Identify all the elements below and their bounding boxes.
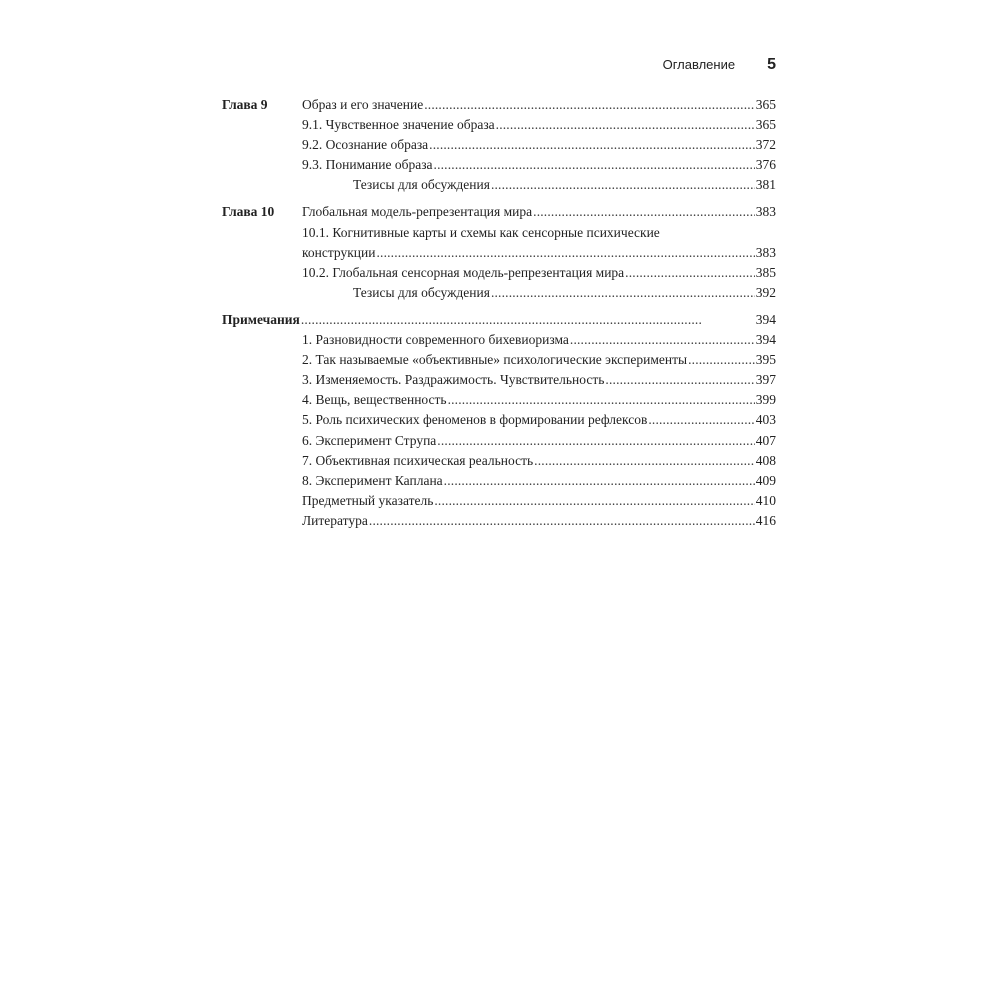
entry-page: 385 (755, 264, 776, 280)
toc-entry[interactable] (302, 95, 776, 115)
dot-leader (434, 155, 755, 175)
entry-page: 376 (755, 157, 776, 173)
dot-leader (605, 370, 754, 390)
entry-title: Литература (302, 512, 368, 528)
dot-leader (369, 511, 755, 531)
toc-chapter-10 (222, 202, 776, 302)
dot-leader (434, 491, 754, 511)
entry-page: 399 (755, 392, 776, 408)
table-of-contents (222, 95, 776, 538)
chapter-label: Глава 9 (222, 97, 268, 112)
entry-title: 10.2. Глобальная сенсорная модель-репрезентация мира (302, 264, 625, 280)
toc-entry[interactable] (302, 431, 776, 451)
dot-leader (437, 431, 754, 451)
dot-leader (491, 283, 755, 303)
entry-title: 9.3. Понимание образа (302, 157, 433, 173)
entry-page: 409 (755, 472, 776, 488)
entry-page: 410 (755, 492, 776, 508)
toc-entry[interactable] (302, 243, 776, 263)
dot-leader (491, 175, 755, 195)
entry-title: 9.2. Осознание образа (302, 137, 429, 153)
entry-page: 383 (755, 204, 776, 220)
toc-entry[interactable] (222, 310, 776, 330)
entry-title: 6. Эксперимент Струпа (302, 432, 437, 448)
entry-page: 416 (755, 512, 776, 528)
entry-title: 5. Роль психических феноменов в формировании рефлексов (302, 412, 648, 428)
entry-title: Предметный указатель (302, 492, 434, 508)
dot-leader (648, 410, 754, 430)
toc-entry[interactable] (302, 350, 776, 370)
toc-entry[interactable] (302, 155, 776, 175)
dot-leader (301, 310, 755, 330)
entry-page: 365 (755, 117, 776, 133)
toc-entry[interactable] (302, 370, 776, 390)
toc-entry[interactable] (302, 202, 776, 222)
toc-entry[interactable] (302, 491, 776, 511)
entry-page: 394 (755, 311, 776, 327)
page-number: 5 (767, 56, 776, 73)
dot-leader (448, 390, 755, 410)
entry-title: 1. Разновидности современного бихевиоризма (302, 332, 569, 348)
entry-page: 392 (755, 284, 776, 300)
entry-page: 383 (755, 244, 776, 260)
dot-leader (533, 202, 755, 222)
toc-entry[interactable] (353, 283, 776, 303)
dot-leader (429, 135, 755, 155)
entry-page: 365 (755, 97, 776, 112)
toc-entry[interactable] (302, 330, 776, 350)
entry-title: 2. Так называемые «объективные» психологические эксперименты (302, 352, 688, 368)
entry-title: Глобальная модель-репрезентация мира (302, 204, 533, 220)
entry-page: 397 (755, 372, 776, 388)
entry-page: 395 (755, 352, 776, 368)
entry-title: Тезисы для обсуждения (353, 284, 490, 300)
toc-chapter-9 (222, 95, 776, 195)
chapter-label: Глава 10 (222, 204, 275, 220)
notes-label: Примечания (222, 311, 300, 327)
entry-title: 4. Вещь, вещественность (302, 392, 447, 408)
dot-leader (570, 330, 755, 350)
entry-page: 403 (755, 412, 776, 428)
toc-entry[interactable] (302, 390, 776, 410)
entry-page: 408 (755, 452, 776, 468)
entry-page: 407 (755, 432, 776, 448)
toc-entry[interactable] (302, 511, 776, 531)
toc-entry[interactable] (302, 451, 776, 471)
running-header-title: Оглавление (662, 57, 736, 72)
toc-entry[interactable] (302, 135, 776, 155)
toc-entry[interactable] (353, 175, 776, 195)
running-header (663, 56, 776, 74)
entry-title: 7. Объективная психическая реальность (302, 452, 534, 468)
entry-title: Образ и его значение (302, 97, 424, 112)
toc-entry[interactable] (302, 410, 776, 430)
dot-leader (625, 263, 755, 283)
entry-title: 3. Изменяемость. Раздражимость. Чувствительность (302, 372, 605, 388)
toc-entry[interactable] (302, 263, 776, 283)
dot-leader (444, 471, 755, 491)
entry-title: 10.1. Когнитивные карты и схемы как сенсорные психические (302, 224, 660, 240)
toc-entry[interactable] (302, 115, 776, 135)
dot-leader (688, 350, 755, 370)
entry-title: 9.1. Чувственное значение образа (302, 117, 495, 133)
toc-entry-first-line[interactable] (302, 223, 776, 243)
entry-page: 372 (755, 137, 776, 153)
entry-title-continued: конструкции (302, 244, 376, 260)
entry-page: 394 (755, 332, 776, 348)
dot-leader (496, 115, 755, 135)
dot-leader (376, 243, 754, 263)
toc-entry[interactable] (302, 471, 776, 491)
entry-page: 381 (755, 177, 776, 193)
toc-notes (222, 310, 776, 531)
entry-title: Тезисы для обсуждения (353, 177, 490, 193)
dot-leader (424, 95, 755, 115)
dot-leader (534, 451, 755, 471)
entry-title: 8. Эксперимент Каплана (302, 472, 443, 488)
